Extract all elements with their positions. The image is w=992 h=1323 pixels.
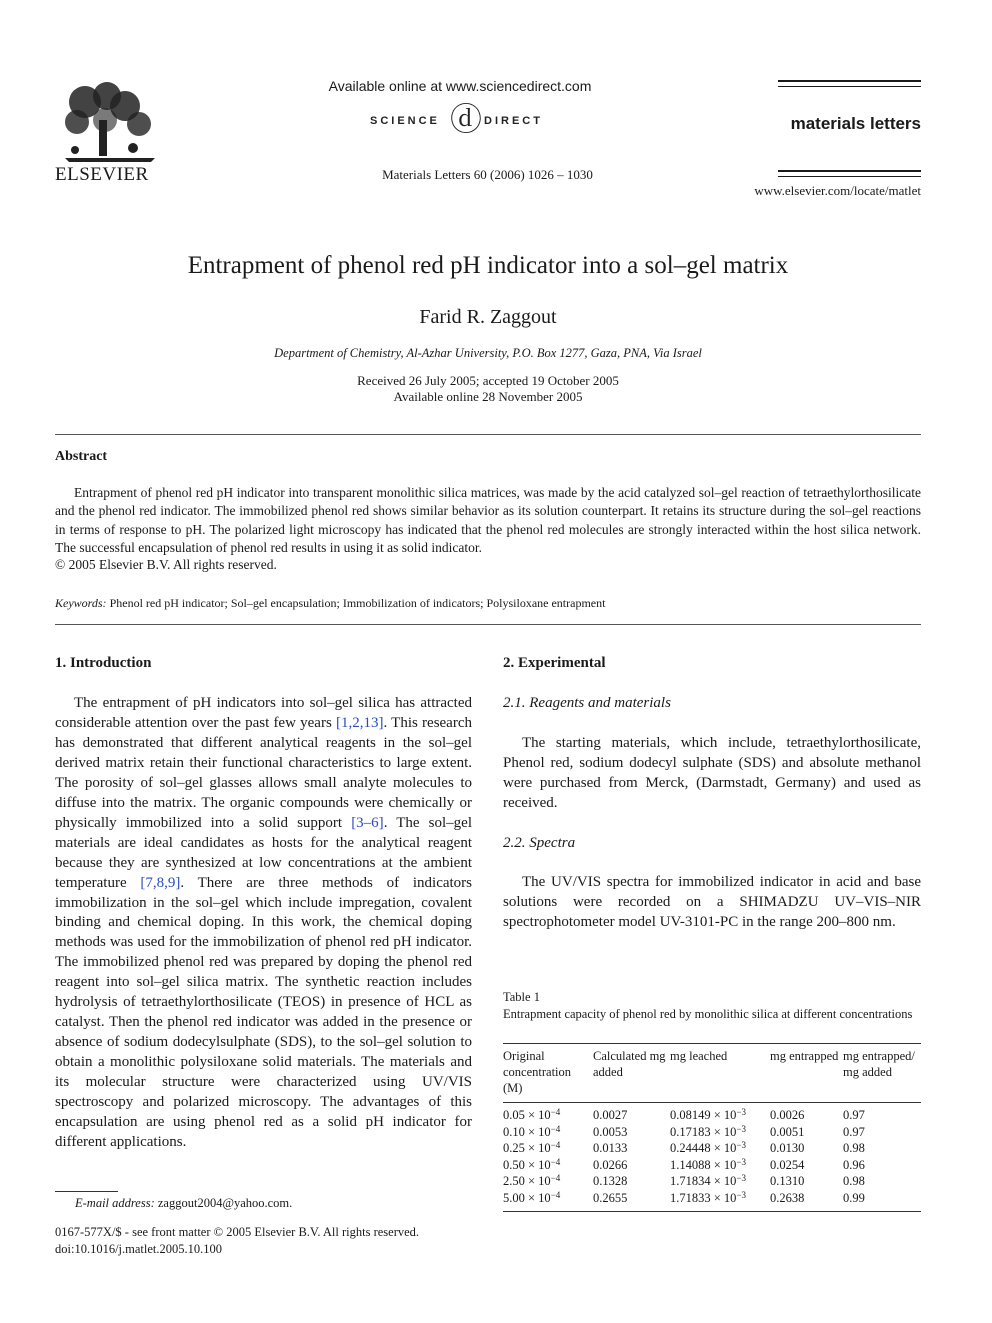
sd-logo-left-text: SCIENCE (370, 115, 440, 127)
table-cell: 0.2655 (593, 1190, 670, 1211)
introduction-heading: 1. Introduction (55, 655, 152, 671)
table-row (503, 1173, 921, 1190)
abstract-text: Entrapment of phenol red pH indicator into transparent monolithic silica matrices, was made by the acid catalyzed sol–gel reaction of tetraethylorthosilicate and the phenol red indicator. The immobilized phenol red shows similar behavior as its solution counterpart. It retains its structure during the sol–gel reactions in terms of response to pH. The polarized light microscopy has indicated that the phenol red molecules are strongly interacted within the host silica network. The successful encapsulation of phenol red results in using it as solid indicator. (55, 485, 921, 555)
journal-rule (778, 86, 921, 87)
table-header-row (503, 1044, 921, 1103)
author-affiliation: Department of Chemistry, Al-Azhar University, P.O. Box 1277, Gaza, PNA, Via Israel (274, 346, 702, 360)
journal-rule (778, 176, 921, 177)
sd-logo-right-text: DIRECT (484, 115, 543, 127)
sd-logo-mark: ⓓ (450, 102, 483, 137)
available-online-date: Available online 28 November 2005 (393, 389, 583, 404)
intro-text: . The sol–gel materials are ideal candidates as hosts for the analytical reagent because they are synthesized at low concentrations at the ambient temperature (55, 814, 472, 891)
table-row (503, 1103, 921, 1124)
email-label: E-mail address: (75, 1196, 155, 1210)
table-cell: 0.98 (843, 1141, 865, 1156)
keywords-label: Keywords: (55, 596, 107, 610)
table-cell: $1.14088 \times 10^{-3}$ (670, 1156, 747, 1172)
section-divider (55, 434, 921, 435)
journal-url[interactable]: www.elsevier.com/locate/matlet (754, 183, 921, 198)
table-label: Table 1 (503, 990, 540, 1004)
table-row (503, 1190, 921, 1211)
sciencedirect-availability: Available online at www.sciencedirect.com (328, 78, 592, 94)
table-cell: 0.0026 (770, 1108, 805, 1122)
table-cell: 0.0053 (593, 1124, 628, 1139)
table-row (503, 1157, 921, 1174)
table-header-cell: Original concentration (M) (503, 1044, 593, 1103)
table-cell: $5.00 \times 10^{-4}$ (503, 1190, 593, 1211)
table-header-cell: mg entrapped/ mg added (843, 1044, 921, 1103)
sciencedirect-logo (370, 102, 560, 138)
table-cell: 0.99 (843, 1190, 921, 1211)
experimental-heading: 2. Experimental (503, 655, 606, 671)
table-cell: $0.25 \times 10^{-4}$ (503, 1140, 561, 1156)
abstract-copyright: © 2005 Elsevier B.V. All rights reserved. (55, 557, 277, 572)
journal-citation: Materials Letters 60 (2006) 1026 – 1030 (382, 167, 593, 182)
author-name: Farid R. Zaggout (419, 306, 557, 328)
spectra-subheading: 2.2. Spectra (503, 835, 576, 851)
intro-text: . This research has demonstrated that different analytical reagents in the sol–gel derived matrix retain their functional characteristics to large extent. The porosity of sol–gel glasses allows small analyte molecules to diffuse into the matrix. The organic compounds were chemically or physically immobilized into a solid support (55, 714, 472, 831)
table-cell: $2.50 \times 10^{-4}$ (503, 1173, 561, 1189)
entrapment-table (503, 1043, 921, 1212)
table-cell: 0.0051 (770, 1124, 805, 1139)
intro-text: . There are three methods of indicators immobilization in the sol–gel which include impregation, covalent binding and chemical doping. In this work, the chemical doping methods was used for the immobilization of phenol red pH indicator. The immobilized phenol red was prepared by doping the phenol red reagent into sol–gel silica matrix. The synthetic reaction includes hydrolysis of tetraethylorthosilicate (TEOS) in presence of HCL as catalyst. Then the phenol red indicator was added in the presence or absence of sodium dodecylsulphate (SDS), to the sol–gel solution to obtain a monolithic polysiloxane solid materials. The materials and its molecular structure were characterized using UV/VIS spectroscopy and polarized microscopy. The advantages of this encapsulation are using phenol red as a solid pH indicator for different applications. (55, 874, 473, 1150)
table-cell: $1.71833 \times 10^{-3}$ (670, 1190, 770, 1211)
intro-text: The entrapment of pH indicators into sol–gel silica has attracted considerable attention over the past few years (55, 695, 472, 731)
section-divider (55, 624, 921, 625)
table-cell: 0.97 (843, 1108, 865, 1122)
table-row (503, 1140, 921, 1157)
table-header-cell: mg leached (670, 1044, 770, 1103)
table-cell: 0.0130 (770, 1141, 805, 1156)
table-header-cell: mg entrapped (770, 1044, 843, 1103)
table-cell: 0.0133 (593, 1141, 628, 1156)
table-cell: $0.05 \times 10^{-4}$ (503, 1107, 561, 1122)
table-cell: $0.17183 \times 10^{-3}$ (670, 1123, 747, 1139)
table-cell: 0.2638 (770, 1190, 843, 1211)
table-cell: 0.0266 (593, 1157, 628, 1172)
table-cell: $0.10 \times 10^{-4}$ (503, 1123, 561, 1139)
footnote-divider (55, 1191, 118, 1192)
table-header-cell: Calculated mg added (593, 1044, 670, 1103)
introduction-paragraph (55, 694, 472, 1153)
doi[interactable]: doi:10.1016/j.matlet.2005.10.100 (55, 1242, 223, 1256)
table-cell: 0.97 (843, 1124, 865, 1139)
journal-rule (778, 170, 921, 172)
received-dates: Received 26 July 2005; accepted 19 October 2005 (357, 373, 619, 388)
reagents-paragraph: The starting materials, which include, tetraethylorthosilicate, Phenol red, sodium dodecyl sulphate (SDS) and absolute methanol were purchased from Merck, (Darmstadt, Germany) and used as received. (503, 735, 921, 811)
reference-link[interactable]: [3–6] (351, 814, 384, 831)
table-cell: 0.98 (843, 1174, 865, 1189)
table-cell: $0.24448 \times 10^{-3}$ (670, 1140, 747, 1156)
publisher-wordmark: ELSEVIER (55, 164, 149, 185)
journal-name: materials letters (790, 114, 921, 133)
reference-link[interactable]: [7,8,9] (140, 874, 181, 891)
table-cell: $0.50 \times 10^{-4}$ (503, 1156, 561, 1172)
table-cell: 0.96 (843, 1157, 865, 1172)
email-footnote (75, 1196, 292, 1211)
table-cell: 0.0027 (593, 1108, 628, 1122)
table-cell: 0.0254 (770, 1157, 805, 1172)
table-cell: 0.1310 (770, 1174, 805, 1189)
reagents-subheading: 2.1. Reagents and materials (503, 695, 671, 711)
table-cell: $0.08149 \times 10^{-3}$ (670, 1107, 747, 1122)
reference-link[interactable]: [1,2,13] (335, 714, 384, 731)
table-caption: Entrapment capacity of phenol red by monolithic silica at different concentrations (503, 1007, 913, 1021)
table-row (503, 1124, 921, 1141)
front-matter-notice: 0167-577X/$ - see front matter © 2005 Elsevier B.V. All rights reserved. (55, 1225, 420, 1239)
email-address[interactable]: zaggout2004@yahoo.com. (157, 1196, 293, 1210)
journal-rule (778, 80, 921, 82)
keywords-list: Phenol red pH indicator; Sol–gel encapsulation; Immobilization of indicators; Polysiloxane entrapment (109, 596, 606, 610)
spectra-paragraph: The UV/VIS spectra for immobilized indicator in acid and base solutions were recorded on a SHIMADZU UV–VIS–NIR spectrophotometer model UV-3101-PC in the range 200–800 nm. (503, 874, 921, 930)
keywords (55, 596, 605, 611)
table-cell: 0.1328 (593, 1174, 628, 1189)
abstract-heading: Abstract (55, 449, 108, 464)
article-title: Entrapment of phenol red pH indicator into a sol–gel matrix (187, 252, 789, 279)
table-cell: $1.71834 \times 10^{-3}$ (670, 1173, 747, 1189)
